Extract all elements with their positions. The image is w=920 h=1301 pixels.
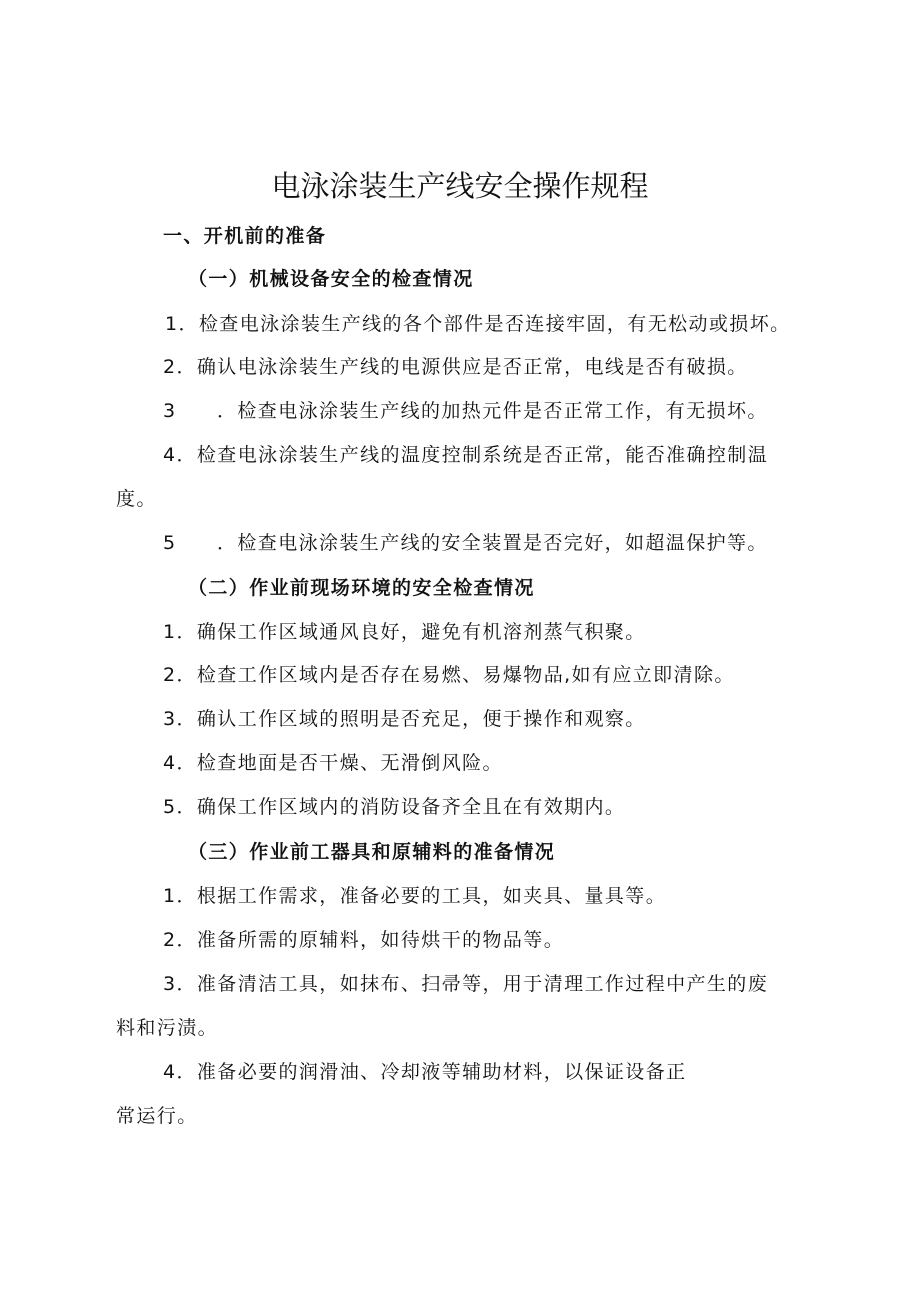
item-number: 2 <box>163 929 177 951</box>
list-item <box>163 397 768 425</box>
list-item <box>163 749 503 777</box>
item-text: ．确保工作区域内的消防设备齐全且在有效期内。 <box>176 796 626 818</box>
list-item <box>163 441 768 469</box>
list-item <box>163 1058 687 1086</box>
list-item <box>165 310 791 338</box>
item-text: ．检查电泳涂装生产线的各个部件是否连接牢固，有无松动或损坏。 <box>178 313 791 335</box>
list-item-continuation: 度。 <box>116 488 157 510</box>
item-text: ．检查工作区域内是否存在易燃、易爆物品,如有应立即清除。 <box>176 664 735 686</box>
item-text: ．检查电泳涂装生产线的安全装置是否完好，如超温保护等。 <box>217 532 768 554</box>
item-number: 3 <box>163 708 177 730</box>
subsection-heading: （一）机械设备安全的检查情况 <box>188 268 474 290</box>
section-heading: 一、开机前的准备 <box>163 225 327 247</box>
list-item-continuation: 常运行。 <box>116 1105 198 1127</box>
item-text: ．检查电泳涂装生产线的加热元件是否正常工作，有无损坏。 <box>217 400 768 422</box>
item-text: ．检查地面是否干燥、无滑倒风险。 <box>176 752 503 774</box>
list-item <box>163 926 564 954</box>
item-number: 4 <box>163 1061 177 1083</box>
item-number: 5 <box>163 796 177 818</box>
item-number: 1 <box>165 313 179 335</box>
list-item <box>163 882 666 910</box>
item-number: 1 <box>163 885 177 907</box>
list-item <box>163 618 646 646</box>
item-text: ．确认电泳涂装生产线的电源供应是否正常，电线是否有破损。 <box>176 356 748 378</box>
item-number: 2 <box>163 356 177 378</box>
list-item <box>163 661 735 689</box>
item-number: 3 <box>163 400 177 422</box>
item-number: 5 <box>163 532 177 554</box>
item-number: 1 <box>163 621 177 643</box>
item-text: ．准备必要的润滑油、冷却液等辅助材料，以保证设备正 <box>176 1061 687 1083</box>
item-text: ．根据工作需求，准备必要的工具，如夹具、量具等。 <box>176 885 667 907</box>
item-number: 3 <box>163 973 177 995</box>
list-item <box>163 970 768 998</box>
item-text: ．准备所需的原辅料，如待烘干的物品等。 <box>176 929 565 951</box>
item-number: 4 <box>163 752 177 774</box>
item-text: ．确认工作区域的照明是否充足，便于操作和观察。 <box>176 708 646 730</box>
list-item <box>163 793 625 821</box>
list-item <box>163 529 768 557</box>
subsection-heading: （二）作业前现场环境的安全检查情况 <box>188 577 535 599</box>
document-title: 电泳涂装生产线安全操作规程 <box>271 169 649 203</box>
list-item <box>163 705 646 733</box>
item-text: ．检查电泳涂装生产线的温度控制系统是否正常，能否准确控制温 <box>176 444 769 466</box>
item-number: 2 <box>163 664 177 686</box>
item-text: ．确保工作区域通风良好，避免有机溶剂蒸气积聚。 <box>176 621 646 643</box>
list-item <box>163 353 748 381</box>
list-item-continuation: 料和污渍。 <box>116 1017 219 1039</box>
subsection-heading: （三）作业前工器具和原辅料的准备情况 <box>188 841 556 863</box>
item-text: ．准备清洁工具，如抹布、扫帚等，用于清理工作过程中产生的废 <box>176 973 769 995</box>
item-number: 4 <box>163 444 177 466</box>
